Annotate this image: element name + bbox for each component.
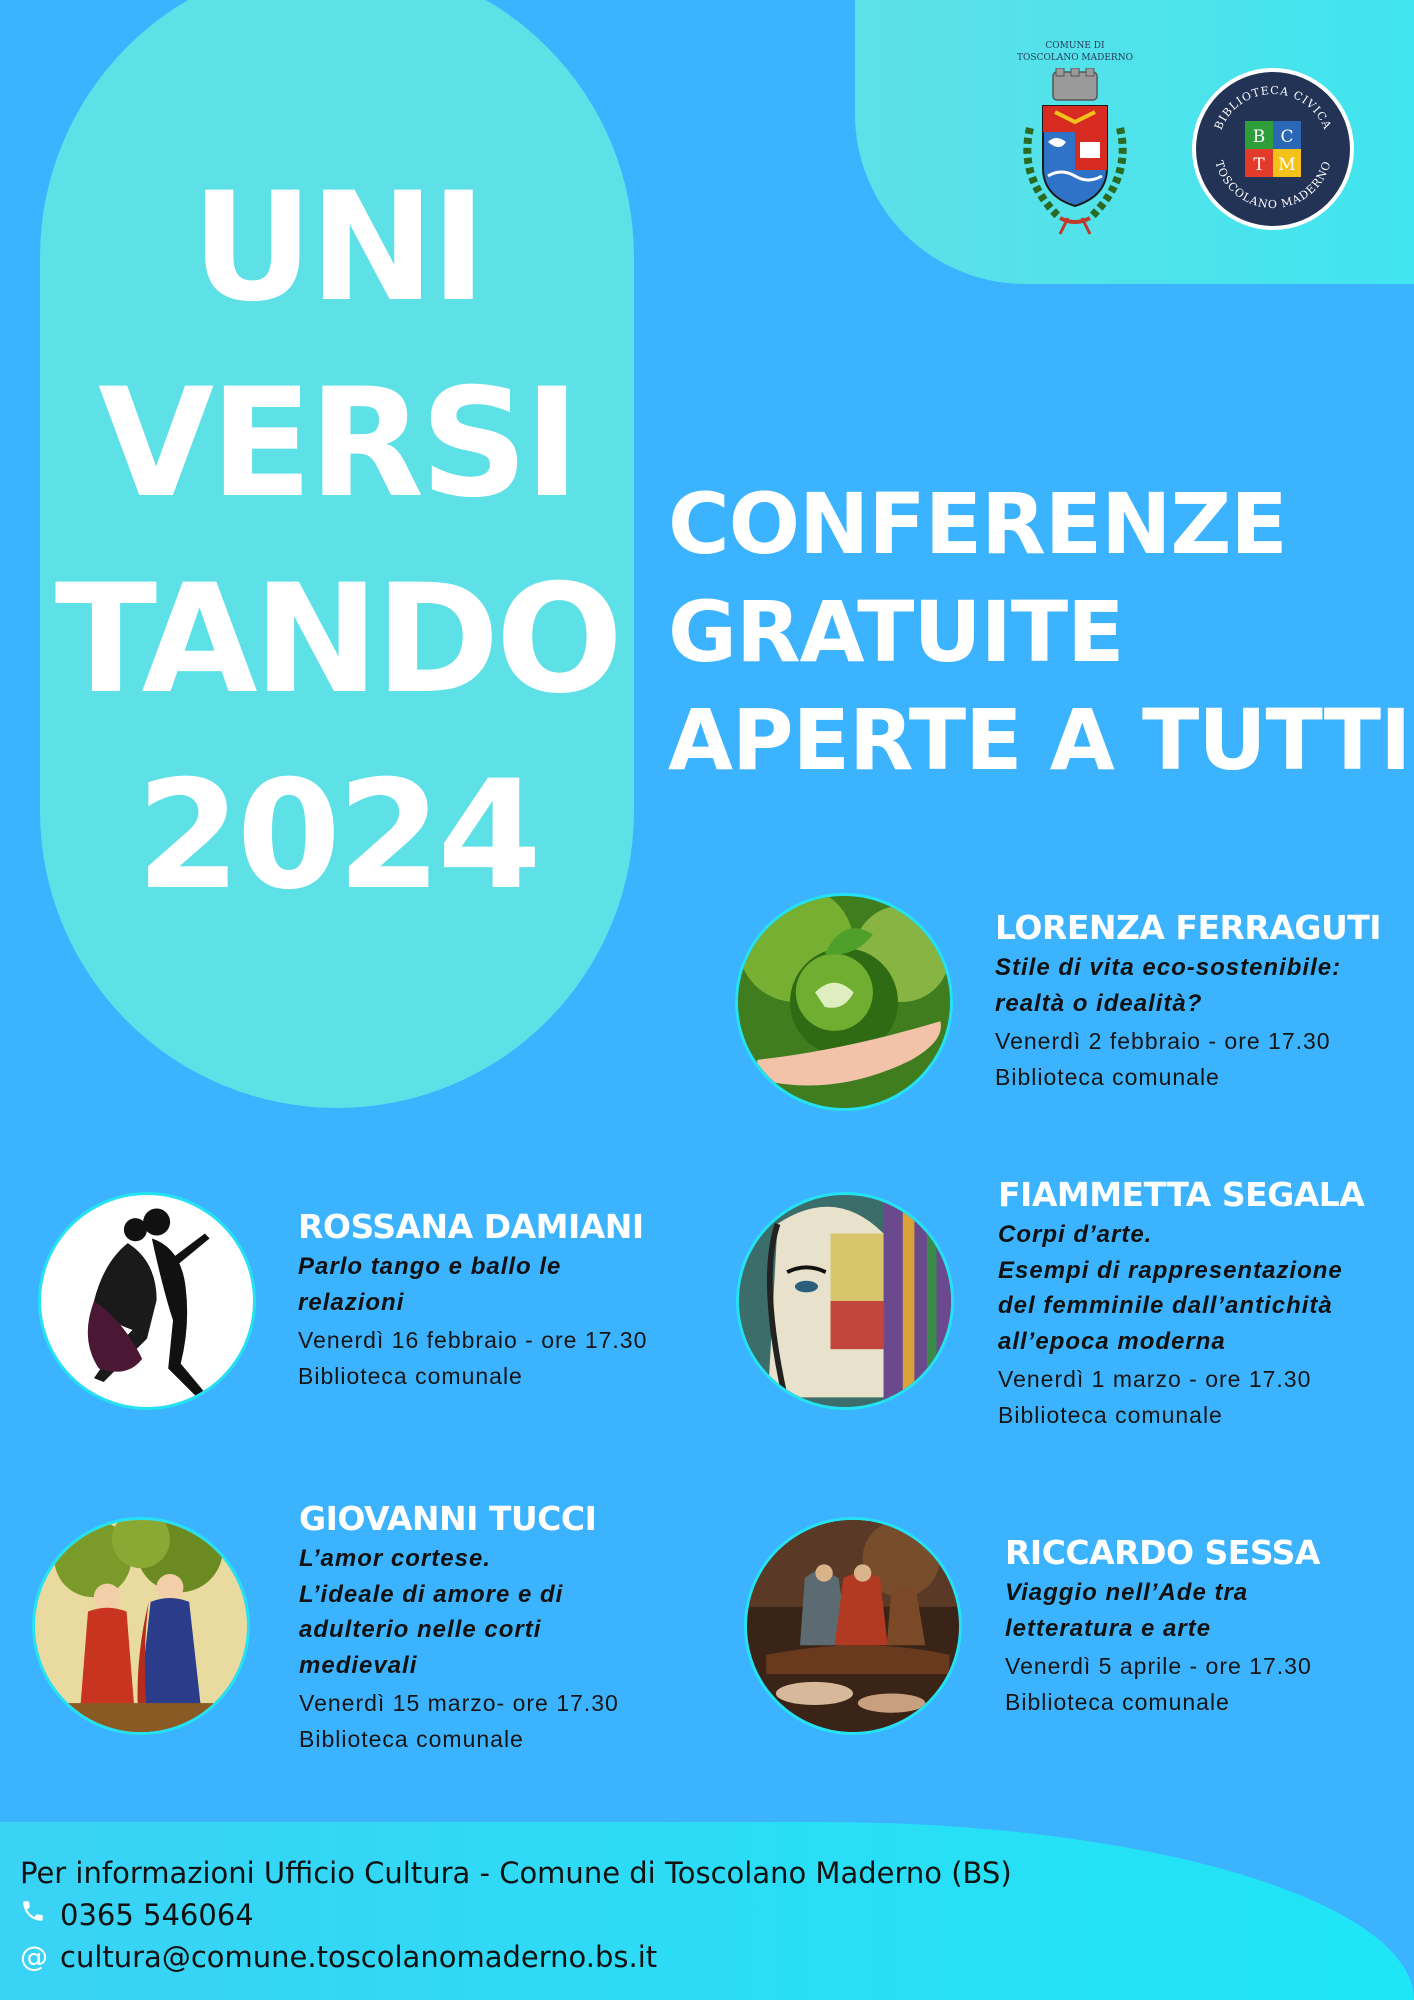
event-date: Venerdì 5 aprile - ore 17.30: [1005, 1653, 1312, 1679]
title-line: UNI: [191, 161, 483, 335]
topic-line: Viaggio nell’Ade tra: [1005, 1579, 1249, 1606]
municipal-crest-logo: [1010, 40, 1140, 238]
topic-line: relazioni: [298, 1288, 405, 1316]
footer-phone-row: [20, 1894, 1012, 1936]
title-line: TANDO: [54, 553, 620, 727]
crest-caption-line: TOSCOLANO MADERNO: [1017, 53, 1133, 63]
poster-title: [40, 150, 634, 934]
footer-email-row: [20, 1936, 1012, 1978]
talk-topic: [1005, 1575, 1320, 1646]
library-badge-logo: [1190, 66, 1356, 232]
dante-barque-painting-icon: [747, 1520, 959, 1732]
event-image-tango: [38, 1192, 256, 1410]
topic-line: adulterio nelle corti: [299, 1616, 542, 1643]
headline-line: GRATUITE: [668, 583, 1124, 681]
badge-ring-bottom-text: TOSCOLANO MADERNO: [1212, 159, 1334, 212]
event-rossana-damiani: [298, 1207, 647, 1394]
event-image-painting: [744, 1517, 962, 1735]
headline: [668, 470, 1410, 794]
talk-topic: [299, 1541, 619, 1683]
speaker-name: ROSSANA DAMIANI: [298, 1207, 644, 1246]
speaker-name: RICCARDO SESSA: [1005, 1533, 1320, 1572]
headline-line: APERTE A TUTTI: [668, 691, 1411, 789]
speaker-name: FIAMMETTA SEGALA: [998, 1175, 1365, 1214]
topic-line: Esempi di rappresentazione: [998, 1256, 1343, 1284]
event-image-medieval: [32, 1517, 250, 1735]
badge-letter: B: [1252, 127, 1266, 147]
badge-letter: M: [1278, 155, 1296, 175]
topic-line: L’amor cortese.: [299, 1545, 491, 1572]
event-date: Venerdì 2 febbraio - ore 17.30: [995, 1028, 1331, 1054]
footer-info: Per informazioni Ufficio Cultura - Comune di Toscolano Maderno (BS): [20, 1856, 1012, 1890]
speaker-name: GIOVANNI TUCCI: [299, 1499, 597, 1538]
topic-line: Parlo tango e ballo le: [298, 1253, 562, 1280]
event-date: Venerdì 16 febbraio - ore 17.30: [298, 1327, 648, 1353]
topic-line: del femminile dall’antichità: [998, 1292, 1333, 1319]
topic-line: all’epoca moderna: [998, 1327, 1226, 1355]
event-place: Biblioteca comunale: [1005, 1689, 1230, 1715]
talk-topic: [995, 950, 1381, 1021]
globe-in-hand-icon: [738, 896, 950, 1108]
event-image-globe: [735, 893, 953, 1111]
badge-letter: C: [1280, 127, 1294, 147]
crest-caption-line: COMUNE DI: [1045, 41, 1105, 51]
event-giovanni-tucci: [299, 1499, 619, 1757]
event-image-portrait: [736, 1192, 954, 1410]
event-fiammetta-segala: [998, 1175, 1364, 1433]
cubist-portrait-icon: [739, 1195, 951, 1407]
topic-line: realtà o idealità?: [995, 989, 1203, 1017]
coat-of-arms-icon: [1010, 68, 1140, 238]
title-line: 2024: [136, 749, 538, 923]
medieval-lovers-icon: [35, 1520, 247, 1732]
event-date: Venerdì 15 marzo- ore 17.30: [299, 1690, 619, 1716]
event-riccardo-sessa: [1005, 1533, 1320, 1720]
topic-line: medievali: [299, 1651, 418, 1679]
talk-topic: [298, 1249, 647, 1320]
footer-email[interactable]: cultura@comune.toscolanomaderno.bs.it: [60, 1940, 658, 1974]
badge-letter: T: [1253, 155, 1265, 175]
topic-line: Corpi d’arte.: [998, 1221, 1153, 1248]
talk-topic: [998, 1217, 1364, 1359]
topic-line: Stile di vita eco-sostenibile:: [995, 954, 1342, 981]
event-place: Biblioteca comunale: [998, 1402, 1223, 1428]
library-badge-icon: [1190, 66, 1356, 232]
event-date: Venerdì 1 marzo - ore 17.30: [998, 1366, 1312, 1392]
event-place: Biblioteca comunale: [995, 1064, 1220, 1090]
tango-dancers-icon: [41, 1195, 253, 1407]
speaker-name: LORENZA FERRAGUTI: [995, 908, 1382, 947]
event-place: Biblioteca comunale: [299, 1726, 524, 1752]
at-sign-icon: @: [20, 1940, 48, 1973]
title-line: VERSI: [98, 357, 576, 531]
footer-phone[interactable]: 0365 546064: [60, 1898, 254, 1932]
event-place: Biblioteca comunale: [298, 1363, 523, 1389]
badge-ring-top-text: BIBLIOTECA CIVICA: [1211, 83, 1335, 132]
phone-icon: [20, 1894, 60, 1936]
topic-line: letteratura e arte: [1005, 1614, 1212, 1642]
event-lorenza-ferraguti: [995, 908, 1381, 1095]
footer-contact: [20, 1852, 1012, 1978]
topic-line: L’ideale di amore e di: [299, 1580, 564, 1608]
headline-line: CONFERENZE: [668, 475, 1287, 573]
